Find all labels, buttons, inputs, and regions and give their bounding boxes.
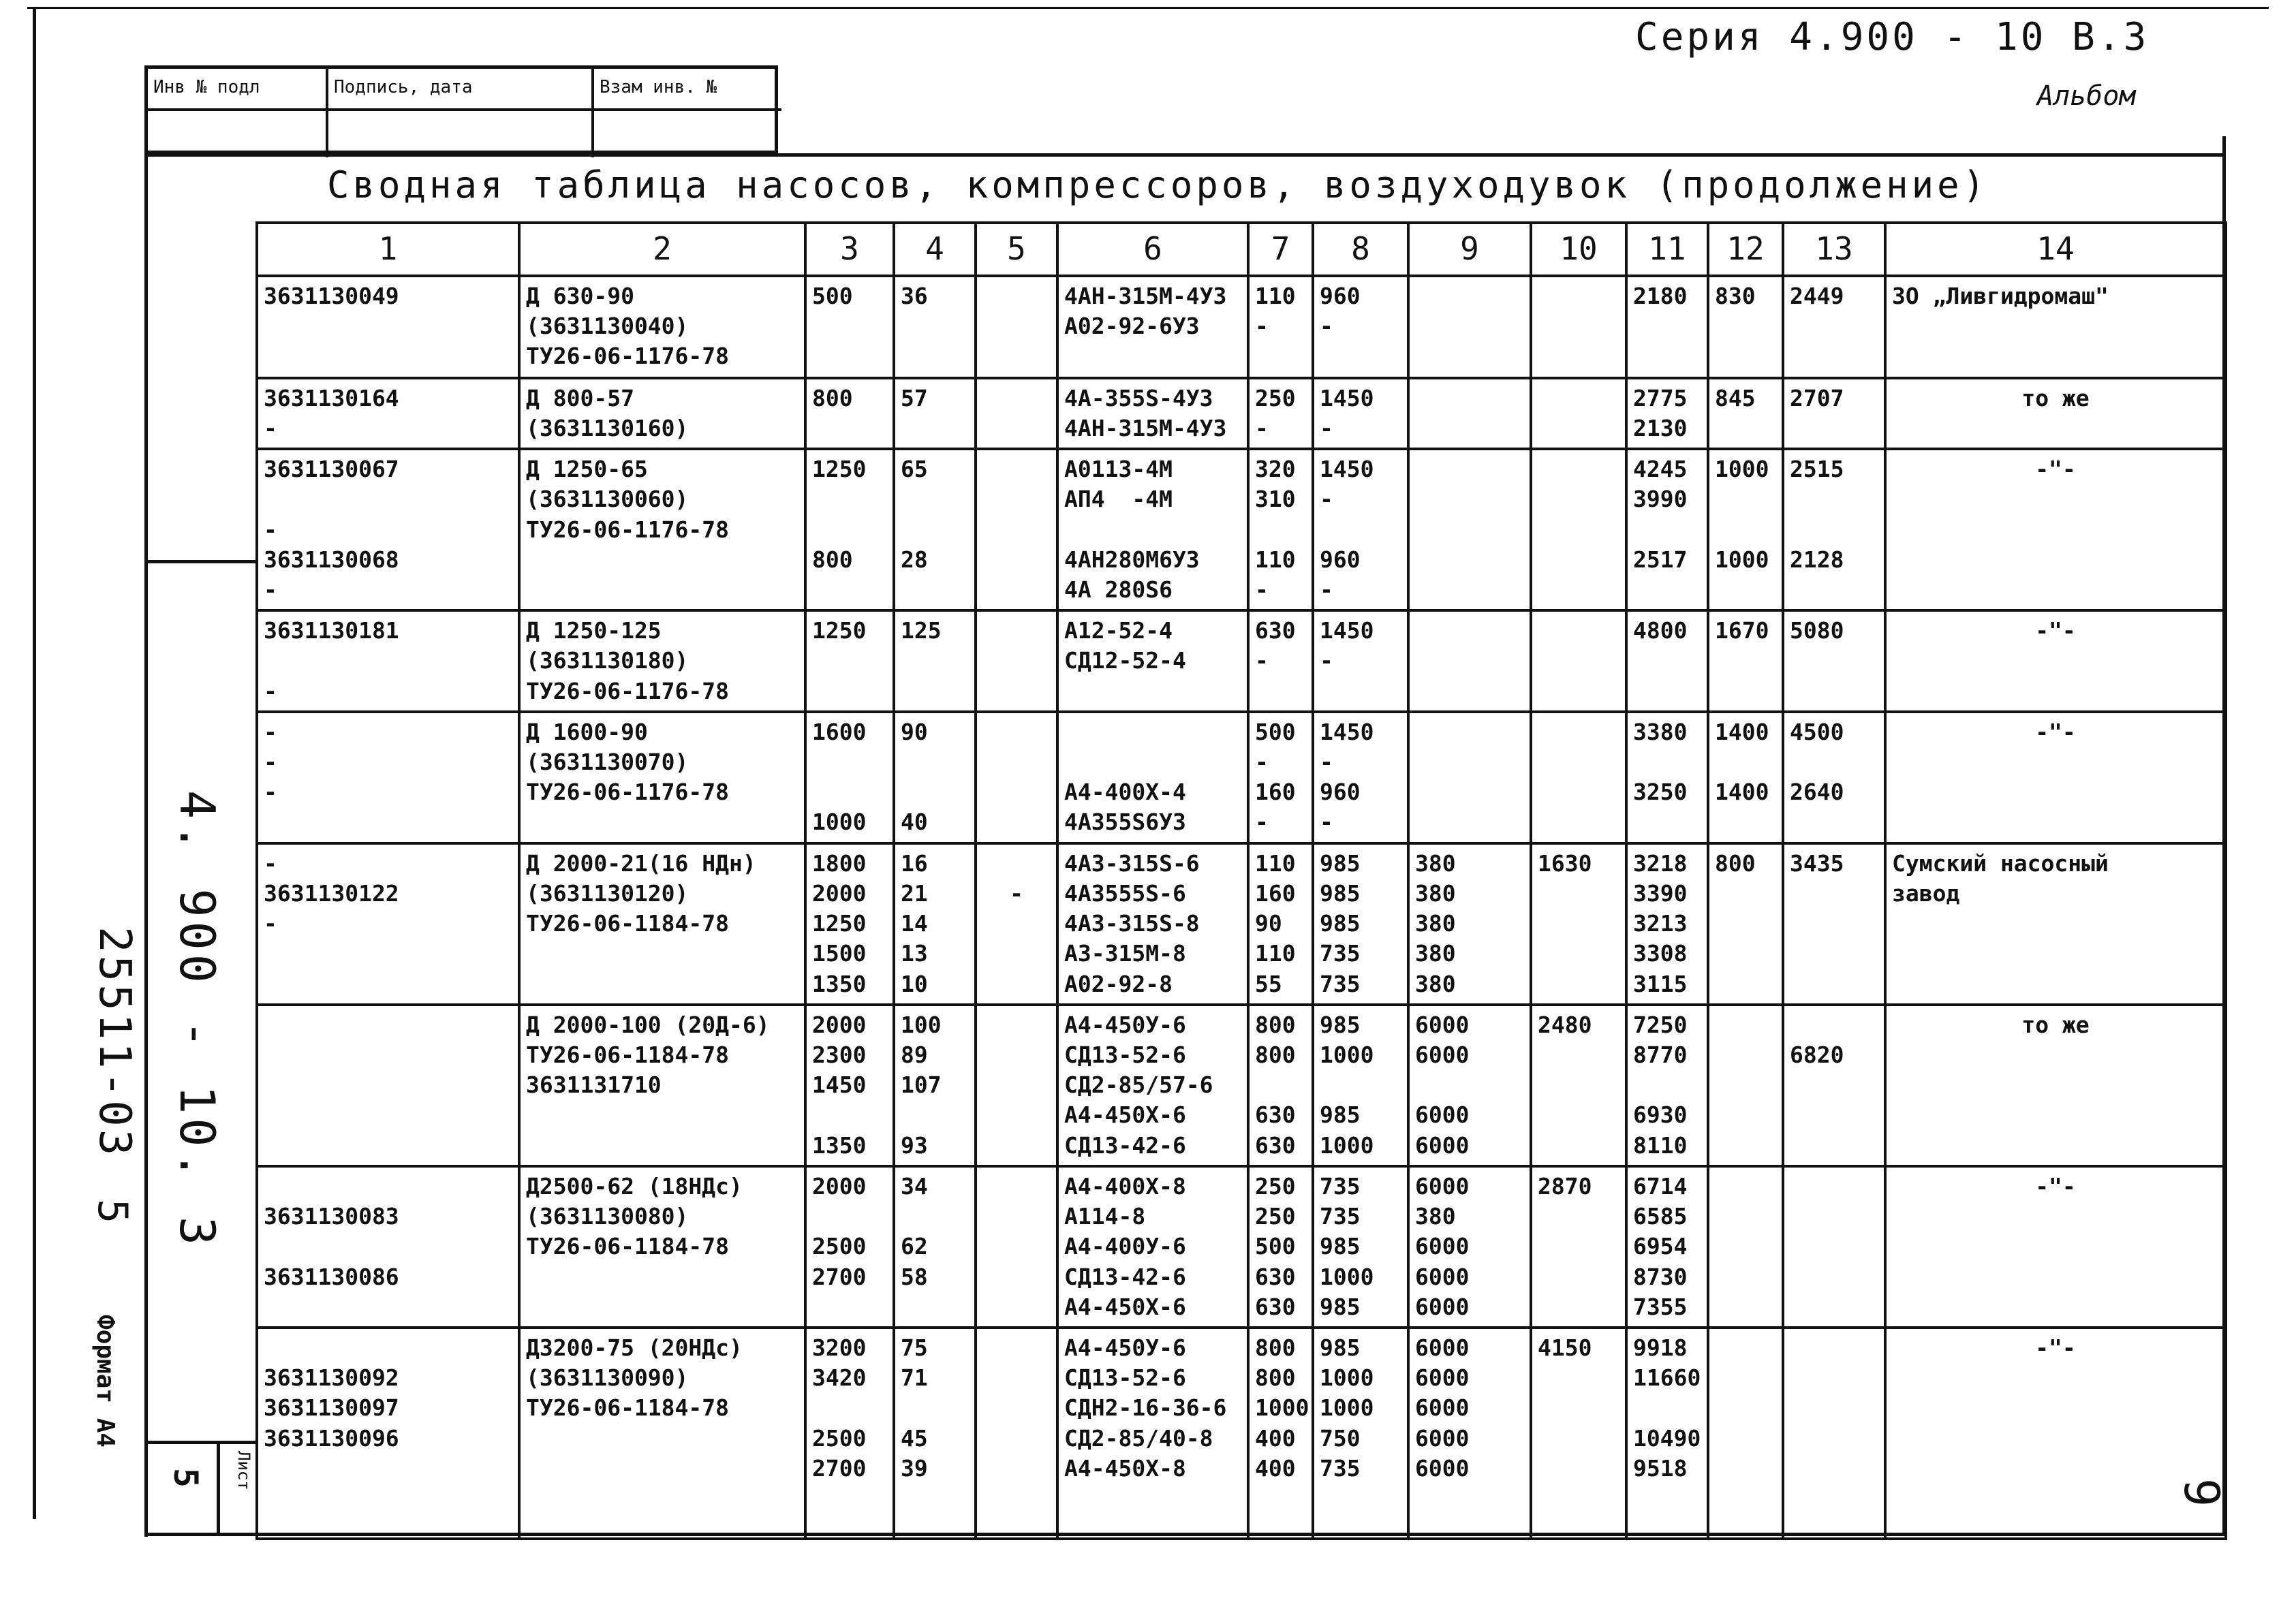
table-cell: 4150 xyxy=(1531,1328,1626,1539)
table-cell: 90 40 xyxy=(894,712,976,843)
table-cell: 250 250 500 630 630 xyxy=(1248,1166,1313,1328)
side-sheet-box-label: Лист xyxy=(234,1451,253,1490)
table-cell: 6820 xyxy=(1783,1005,1885,1166)
table-cell: Сумский насосный завод xyxy=(1885,843,2226,1005)
column-header: 10 xyxy=(1531,223,1626,276)
side-bottom-box-line xyxy=(144,1441,257,1444)
table-cell: -"- xyxy=(1885,610,2226,712)
stamp-header-inventory: Инв № подл xyxy=(148,69,328,111)
table-cell: 2775 2130 xyxy=(1626,378,1708,449)
table-cell xyxy=(1408,610,1531,712)
column-header: 4 xyxy=(894,223,976,276)
table-cell: 1450 - 960 - xyxy=(1313,449,1408,610)
table-cell xyxy=(976,1005,1057,1166)
table-cell: 4А3-315S-6 4А3555S-6 4А3-315S-8 А3-315М-8 А02-92-8 xyxy=(1057,843,1248,1005)
stamp-cell-signature xyxy=(328,111,594,157)
column-header: 14 xyxy=(1885,223,2226,276)
table-title: Сводная таблица насосов, компрессоров, воздуходувок (продолжение) xyxy=(327,163,1989,206)
table-cell: Д 1250-125 (3631130180) ТУ26-06-1176-78 xyxy=(519,610,805,712)
table-cell: -"- xyxy=(1885,1328,2226,1539)
table-cell: 1800 2000 1250 1500 1350 xyxy=(805,843,894,1005)
table-cell: 34 62 58 xyxy=(894,1166,976,1328)
table-cell: 985 1000 1000 750 735 xyxy=(1313,1328,1408,1539)
column-header: 5 xyxy=(976,223,1057,276)
side-sheet-box-number: 5 xyxy=(166,1468,204,1488)
table-cell: 1250 800 xyxy=(805,449,894,610)
table-cell: Д 2000-100 (20Д-6) ТУ26-06-1184-78 3631131710 xyxy=(519,1005,805,1166)
table-cell xyxy=(1708,1328,1783,1539)
table-cell: - xyxy=(976,843,1057,1005)
table-cell: 1400 1400 xyxy=(1708,712,1783,843)
table-cell: 2480 xyxy=(1531,1005,1626,1166)
side-format-label: Формат А4 xyxy=(91,1315,119,1448)
table-cell: -"- xyxy=(1885,712,2226,843)
table-cell: 6000 6000 6000 6000 6000 xyxy=(1408,1328,1531,1539)
column-header: 7 xyxy=(1248,223,1313,276)
table-cell: 2515 2128 xyxy=(1783,449,1885,610)
table-cell: Д2500-62 (18НДс) (3631130080) ТУ26-06-1184-78 xyxy=(519,1166,805,1328)
table-cell: 735 735 985 1000 985 xyxy=(1313,1166,1408,1328)
table-cell: 65 28 xyxy=(894,449,976,610)
table-cell: -"- xyxy=(1885,449,2226,610)
table-cell: Д 1600-90 (3631130070) ТУ26-06-1176-78 xyxy=(519,712,805,843)
table-cell: Д3200-75 (20НДс) (3631130090) ТУ26-06-1184-78 xyxy=(519,1328,805,1539)
table-cell: 500 xyxy=(805,276,894,378)
table-body xyxy=(257,276,2226,1539)
table-cell: ЗО „Ливгидромаш" xyxy=(1885,276,2226,378)
table-header-row xyxy=(257,223,2226,276)
table-cell: 2449 xyxy=(1783,276,1885,378)
table-cell xyxy=(1708,1166,1783,1328)
table-cell xyxy=(1783,1328,1885,1539)
table-cell: 3380 3250 xyxy=(1626,712,1708,843)
table-cell: -"- xyxy=(1885,1166,2226,1328)
table-cell: 4А-355S-4У3 4АН-315М-4У3 xyxy=(1057,378,1248,449)
table-cell: 4245 3990 2517 xyxy=(1626,449,1708,610)
approval-stamp xyxy=(144,65,778,154)
table-cell: А4-450У-6 СД13-52-6 СД2-85/57-6 А4-450Х-6 СД13-42-6 xyxy=(1057,1005,1248,1166)
frame-left-line xyxy=(33,7,36,1519)
column-header: 9 xyxy=(1408,223,1531,276)
table-cell: то же xyxy=(1885,378,2226,449)
table-cell: 985 1000 985 1000 xyxy=(1313,1005,1408,1166)
column-header: 12 xyxy=(1708,223,1783,276)
table-cell: 75 71 45 39 xyxy=(894,1328,976,1539)
table-cell xyxy=(1531,712,1626,843)
table-cell xyxy=(976,449,1057,610)
table-cell: 800 800 1000 400 400 xyxy=(1248,1328,1313,1539)
table-cell: 800 xyxy=(805,378,894,449)
table-cell: Д 630-90 (3631130040) ТУ26-06-1176-78 xyxy=(519,276,805,378)
stamp-header-signature: Подпись, дата xyxy=(328,69,594,111)
table-cell: то же xyxy=(1885,1005,2226,1166)
side-doc-number: 4. 900 - 10. 3 xyxy=(169,790,225,1250)
table-cell: 320 310 110 - xyxy=(1248,449,1313,610)
side-archive-number: 25511-03 xyxy=(89,926,140,1159)
table-cell: 6000 380 6000 6000 6000 xyxy=(1408,1166,1531,1328)
series-label: Серия 4.900 - 10 В.3 xyxy=(1635,15,2150,59)
table-cell: 6000 6000 6000 6000 xyxy=(1408,1005,1531,1166)
inner-frame-left-line xyxy=(144,65,148,1537)
album-label: Альбом xyxy=(2037,80,2136,112)
table-cell: 2000 2500 2700 xyxy=(805,1166,894,1328)
table-cell xyxy=(1408,276,1531,378)
table-cell: 2870 xyxy=(1531,1166,1626,1328)
table-cell: Д 1250-65 (3631130060) ТУ26-06-1176-78 xyxy=(519,449,805,610)
table-cell: А4-400Х-8 А114-8 А4-400У-6 СД13-42-6 А4-450Х-6 xyxy=(1057,1166,1248,1328)
table-cell: 2180 xyxy=(1626,276,1708,378)
table-row xyxy=(257,712,2226,843)
table-cell xyxy=(257,1005,519,1166)
table-cell xyxy=(1783,1166,1885,1328)
table-cell: 845 xyxy=(1708,378,1783,449)
table-cell: 3631130164 - xyxy=(257,378,519,449)
side-sheet-number: 5 xyxy=(89,1199,136,1224)
table-cell: 110 160 90 110 55 xyxy=(1248,843,1313,1005)
table-cell: 4АН-315М-4У3 А02-92-6У3 xyxy=(1057,276,1248,378)
table-cell: - - - xyxy=(257,712,519,843)
table-cell: 2000 2300 1450 1350 xyxy=(805,1005,894,1166)
column-header: 11 xyxy=(1626,223,1708,276)
table-cell xyxy=(1531,610,1626,712)
table-cell xyxy=(976,712,1057,843)
table-cell: 3631130049 xyxy=(257,276,519,378)
table-cell: - 3631130122 - xyxy=(257,843,519,1005)
table-cell: 125 xyxy=(894,610,976,712)
table-row xyxy=(257,378,2226,449)
table-cell xyxy=(1408,712,1531,843)
table-cell: 5080 xyxy=(1783,610,1885,712)
table-cell: 800 xyxy=(1708,843,1783,1005)
table-row xyxy=(257,843,2226,1005)
table-cell: 1450 - xyxy=(1313,610,1408,712)
side-divider-line xyxy=(144,560,257,563)
column-header: 13 xyxy=(1783,223,1885,276)
table-cell: А4-400Х-4 4А355S6У3 xyxy=(1057,712,1248,843)
table-cell: 985 985 985 735 735 xyxy=(1313,843,1408,1005)
table-cell: 4800 xyxy=(1626,610,1708,712)
table-cell xyxy=(1408,378,1531,449)
table-cell: 3200 3420 2500 2700 xyxy=(805,1328,894,1539)
column-header: 8 xyxy=(1313,223,1408,276)
table-cell: 110 - xyxy=(1248,276,1313,378)
table-cell: 3218 3390 3213 3308 3115 xyxy=(1626,843,1708,1005)
table-cell: 16 21 14 13 10 xyxy=(894,843,976,1005)
stamp-header-replacement: Взам инв. № xyxy=(594,69,781,111)
table-cell xyxy=(976,378,1057,449)
table-cell: 630 - xyxy=(1248,610,1313,712)
table-cell: Д 800-57 (3631130160) xyxy=(519,378,805,449)
table-cell: 1000 1000 xyxy=(1708,449,1783,610)
stamp-cell-replacement xyxy=(594,111,781,157)
stamp-cell-inventory xyxy=(148,111,328,157)
table-cell: 380 380 380 380 380 xyxy=(1408,843,1531,1005)
column-header: 2 xyxy=(519,223,805,276)
table-row xyxy=(257,449,2226,610)
table-cell: 9918 11660 10490 9518 xyxy=(1626,1328,1708,1539)
column-header: 6 xyxy=(1057,223,1248,276)
table-cell xyxy=(1708,1005,1783,1166)
table-cell: 36 xyxy=(894,276,976,378)
table-cell: 2707 xyxy=(1783,378,1885,449)
table-row xyxy=(257,1328,2226,1539)
table-cell: 7250 8770 6930 8110 xyxy=(1626,1005,1708,1166)
table-cell: 3631130181 - xyxy=(257,610,519,712)
table-cell: 1450 - 960 - xyxy=(1313,712,1408,843)
table-cell: 57 xyxy=(894,378,976,449)
table-cell: 6714 6585 6954 8730 7355 xyxy=(1626,1166,1708,1328)
side-sheet-box-line xyxy=(217,1441,220,1533)
table-cell: 3631130067 - 3631130068 - xyxy=(257,449,519,610)
column-header: 1 xyxy=(257,223,519,276)
table-cell: 100 89 107 93 xyxy=(894,1005,976,1166)
table-cell: 1250 xyxy=(805,610,894,712)
frame-top-line xyxy=(27,7,2269,9)
table-cell xyxy=(1408,449,1531,610)
table-cell: 4500 2640 xyxy=(1783,712,1885,843)
table-cell xyxy=(976,1166,1057,1328)
table-cell xyxy=(976,610,1057,712)
table-row xyxy=(257,276,2226,378)
table-cell: 960 - xyxy=(1313,276,1408,378)
table-cell: 1600 1000 xyxy=(805,712,894,843)
table-cell: 3435 xyxy=(1783,843,1885,1005)
table-cell: 3631130092 3631130097 3631130096 xyxy=(257,1328,519,1539)
table-row xyxy=(257,610,2226,712)
table-cell: 250 - xyxy=(1248,378,1313,449)
table-cell: 1670 xyxy=(1708,610,1783,712)
table-cell: А4-450У-6 СД13-52-6 СДН2-16-36-6 СД2-85/40-8 А4-450Х-8 xyxy=(1057,1328,1248,1539)
table-cell: 830 xyxy=(1708,276,1783,378)
table-cell xyxy=(976,276,1057,378)
table-cell: 500 - 160 - xyxy=(1248,712,1313,843)
table-cell: Д 2000-21(16 НДн) (3631130120) ТУ26-06-1184-78 xyxy=(519,843,805,1005)
table-row xyxy=(257,1005,2226,1166)
table-cell: 1630 xyxy=(1531,843,1626,1005)
table-cell: 3631130083 3631130086 xyxy=(257,1166,519,1328)
table-cell xyxy=(1531,449,1626,610)
table-cell xyxy=(976,1328,1057,1539)
column-header: 3 xyxy=(805,223,894,276)
table-cell: 800 800 630 630 xyxy=(1248,1005,1313,1166)
summary-table xyxy=(255,221,2227,1540)
table-row xyxy=(257,1166,2226,1328)
table-cell: 1450 - xyxy=(1313,378,1408,449)
table-cell xyxy=(1531,378,1626,449)
corner-page-number: 9 xyxy=(2173,1478,2229,1507)
table-cell: А12-52-4 СД12-52-4 xyxy=(1057,610,1248,712)
table-cell xyxy=(1531,276,1626,378)
table-cell: А0113-4М АП4 -4М 4АН280М6У3 4А 280S6 xyxy=(1057,449,1248,610)
